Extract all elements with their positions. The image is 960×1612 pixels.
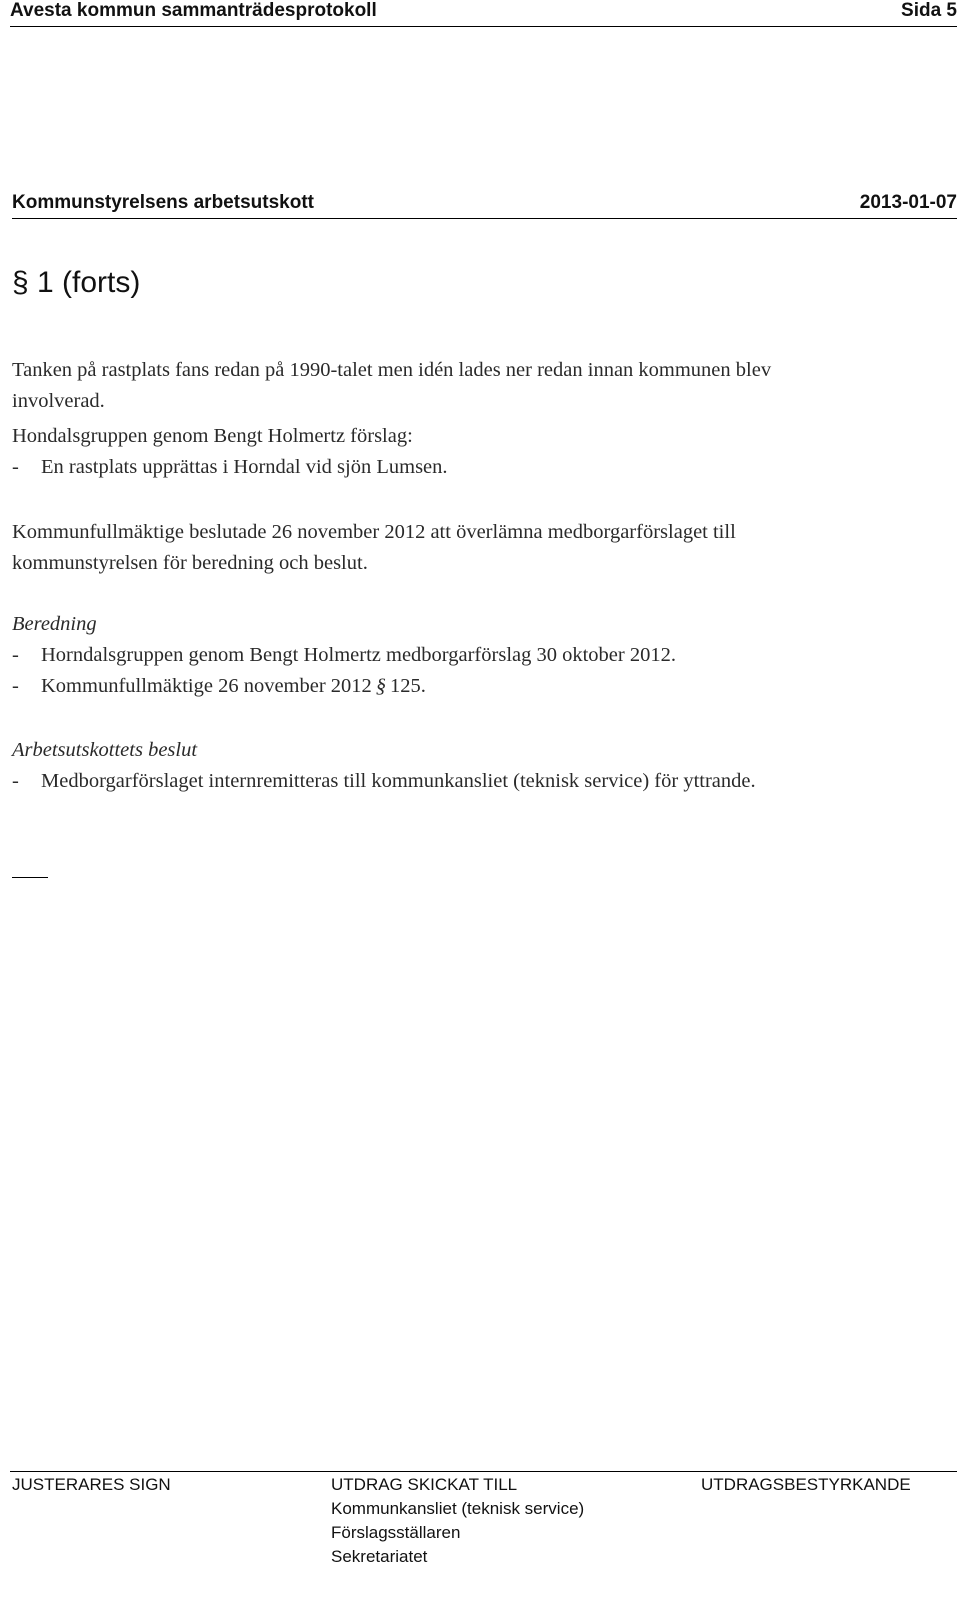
paragraph-proposal-intro: Hondalsgruppen genom Bengt Holmertz förslag: <box>12 425 413 447</box>
footer-certification-column <box>701 1473 911 1497</box>
footer-divider <box>10 1471 957 1472</box>
decision-item-text: Medborgarförslaget internremitteras till kommunkansliet (teknisk service) för yttrande. <box>41 770 756 792</box>
footer-certification-label: UTDRAGSBESTYRKANDE <box>701 1475 911 1494</box>
paragraph-background-line-2: involverad. <box>12 390 105 412</box>
list-dash: - <box>12 644 19 666</box>
council-decision-line-1: Kommunfullmäktige beslutade 26 november 2012 att överlämna medborgarförslaget till <box>12 521 736 543</box>
paragraph-council-decision <box>12 517 912 579</box>
meeting-header <box>12 192 957 219</box>
section-number: 1 (forts) <box>37 266 141 299</box>
paragraph-background <box>12 355 912 417</box>
proposal-list-item <box>12 452 912 483</box>
footer-distribution-label: UTDRAG SKICKAT TILL <box>331 1475 518 1494</box>
beredning-heading: Beredning <box>12 613 97 635</box>
end-of-section-rule <box>12 877 48 878</box>
footer-recipient: Sekretariatet <box>331 1547 428 1566</box>
meeting-date: 2013-01-07 <box>859 192 957 213</box>
beredning-item-text: Horndalsgruppen genom Bengt Holmertz medborgarförslag 30 oktober 2012. <box>41 644 676 666</box>
document-title: Avesta kommun sammanträdesprotokoll <box>10 0 377 21</box>
footer-signature-label: JUSTERARES SIGN <box>12 1475 171 1494</box>
footer-recipient: Förslagsställaren <box>331 1523 461 1542</box>
council-decision-line-2: kommunstyrelsen för beredning och beslut. <box>12 552 368 574</box>
beredning-list-item <box>12 671 912 702</box>
section-symbol: § <box>12 266 29 299</box>
footer-distribution-column <box>331 1473 584 1569</box>
document-header <box>10 0 957 27</box>
list-dash: - <box>12 770 19 792</box>
footer-recipient: Kommunkansliet (teknisk service) <box>331 1499 585 1518</box>
protocol-body <box>12 355 912 797</box>
decision-list-item <box>12 766 912 797</box>
beredning-list-item <box>12 640 912 671</box>
list-dash: - <box>12 456 19 478</box>
footer-signature-column <box>12 1473 171 1497</box>
beredning-item-ref: 125. <box>390 675 426 697</box>
list-dash: - <box>12 675 19 697</box>
proposal-item-text: En rastplats upprättas i Horndal vid sjön Lumsen. <box>41 456 448 478</box>
section-title <box>12 266 140 300</box>
committee-name: Kommunstyrelsens arbetsutskott <box>12 192 314 213</box>
decision-heading: Arbetsutskottets beslut <box>12 739 198 761</box>
paragraph-symbol: § <box>375 675 387 697</box>
page-number: Sida 5 <box>901 0 957 21</box>
paragraph-background-line-1: Tanken på rastplats fans redan på 1990-talet men idén lades ner redan innan kommunen blev <box>12 359 772 381</box>
beredning-item-text: Kommunfullmäktige 26 november 2012 <box>41 675 372 697</box>
